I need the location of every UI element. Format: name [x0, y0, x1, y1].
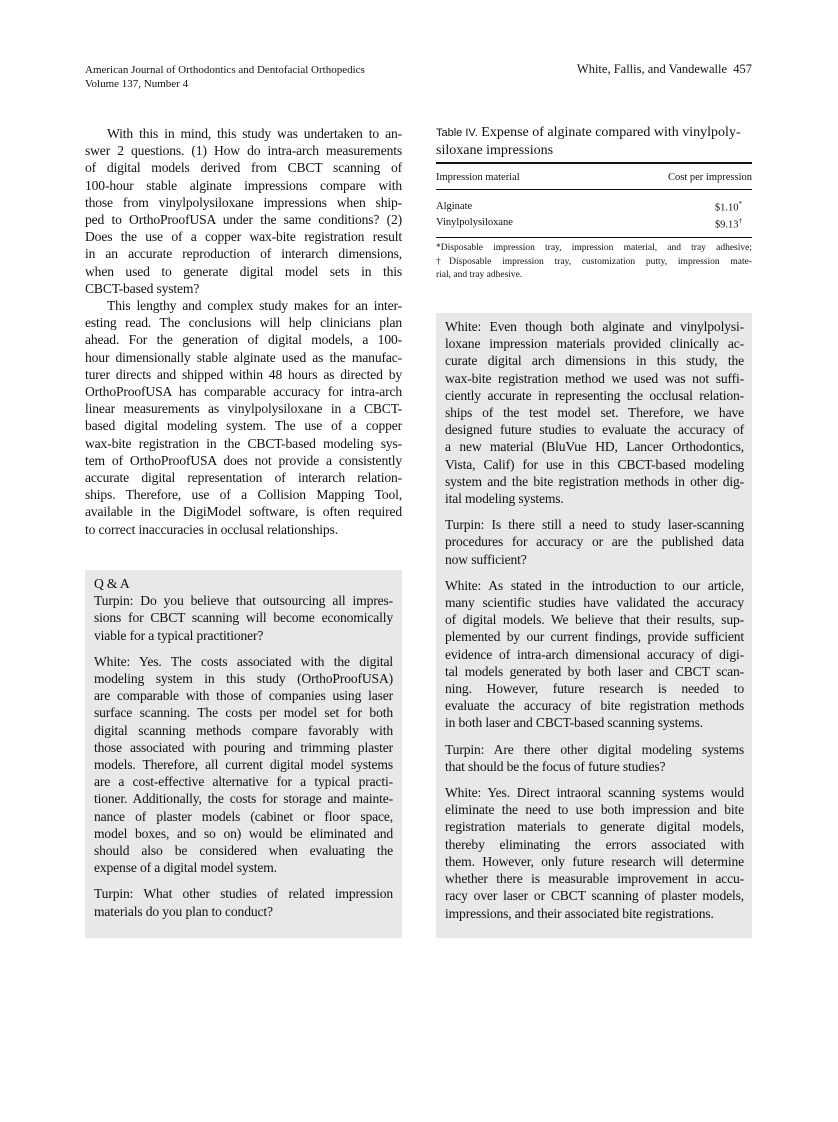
text-line: thereby eliminating the errors associated with [445, 836, 744, 852]
text-line: materials do you plan to conduct? [94, 903, 273, 919]
text-line: esting read. The conclusions will help clinicians plan [85, 315, 402, 331]
text-line: 100-hour stable alginate impressions compare with [85, 177, 402, 193]
text-line: Turpin: Is there still a need to study laser-scanning [445, 517, 744, 533]
authors-page-number: White, Fallis, and Vandewalle 457 [576, 62, 752, 76]
text-line: modeling system in this study (OrthoProofUSA) [94, 671, 393, 687]
table-row: Vinylpolysiloxane $9.13† [436, 216, 742, 230]
text-line: evaluate the accuracy of bite registration methods [445, 698, 744, 714]
table-row: Alginate $1.10* [436, 190, 752, 215]
footnote: †Disposable impression tray, customization putty, impression mate- [436, 256, 752, 267]
text-line: Vista, Calif) for use in this CBCT-based modeling [445, 456, 744, 472]
text-line: hour dimensionally stable alginate used as the manufac- [85, 349, 402, 365]
text-line: nance of plaster models (cabinet or floor space, [94, 808, 393, 824]
text-line: that should be the focus of future studies? [445, 758, 666, 774]
table-label: Table IV. [436, 127, 478, 139]
qa-box-left [85, 570, 402, 938]
text-line: eliminate the need to use both impression and bite [445, 802, 744, 818]
text-line: models. Therefore, all current digital model systems [94, 757, 393, 773]
text-line: are comparable with those of companies using laser [94, 688, 393, 704]
text-line: impressions, and their associated bite registrations. [445, 905, 714, 921]
text-line: surface scanning. The costs per model set for both [94, 705, 393, 721]
text-line: evidence of intra-arch dimensional accuracy of digi- [445, 646, 744, 662]
text-line: With this in mind, this study was undertaken to an- [107, 126, 402, 141]
text-line: of digital models. We believe that their results, sup- [445, 612, 744, 628]
qa-answer [94, 653, 393, 877]
text-line: registration materials to generate digital models, [445, 819, 744, 835]
text-line: those associated with pouring and trimming plaster [94, 739, 393, 755]
text-line: Turpin: What other studies of related impression [94, 886, 393, 902]
text-line: ital modeling systems. [445, 491, 564, 507]
cost-table [436, 162, 752, 238]
footnote: *Disposable impression tray, impression material, and tray adhesive; [436, 243, 752, 253]
journal-name: American Journal of Orthodontics and Dentofacial Orthopedics [85, 64, 365, 76]
text-line: available in the DigiModel software, is often required [85, 504, 402, 520]
text-line: are a cost-effective alternative for a typical practi- [94, 774, 393, 790]
qa-answer [445, 784, 744, 922]
text-line: ahead. For the generation of digital models, a 100- [85, 332, 402, 348]
text-line: White: Yes. The costs associated with the digital [94, 653, 393, 669]
text-line: should also be considered when evaluating the [94, 843, 393, 859]
text-line: turer directs and shipped within 48 hours as directed by [85, 366, 402, 382]
text-line: designed future studies to evaluate the accuracy of [445, 422, 744, 438]
text-line: a new material (BluVue HD, Lancer Orthodontics, [445, 439, 744, 455]
text-line: wax-bite registration method we used was not suffi- [445, 370, 744, 386]
text-line: linear measurements as vinylpolysiloxane in a CBCT- [85, 401, 402, 417]
text-line: White: Even though both alginate and vinylpolysi- [445, 319, 744, 334]
text-line: ciently accurate in representing the occlusal relation- [445, 387, 744, 403]
column-header: Cost per impression [668, 172, 752, 183]
text-line: system and the bite registration methods in other dig- [445, 473, 744, 489]
text-line: in an accurate reproduction of interarch dimensions, [85, 246, 402, 262]
table-header-row [436, 163, 752, 190]
text-line: plemented by our current findings, provide sufficient [445, 629, 744, 645]
qa-question [445, 741, 744, 775]
qa-question [94, 592, 393, 644]
footnote: rial, and tray adhesive. [436, 270, 523, 280]
text-line: OrthoProofUSA has comparable accuracy for intra-arch [85, 384, 402, 400]
text-line: White: Yes. Direct intraoral scanning systems would [445, 785, 744, 801]
table-footnotes [436, 242, 752, 283]
column-header: Impression material [436, 172, 520, 183]
qa-question [445, 516, 744, 568]
text-line: wax-bite registration in the CBCT-based modeling sys- [85, 435, 402, 451]
text-line: whether there is measurable improvement in accu- [445, 871, 744, 887]
qa-heading: Q & A [94, 576, 130, 591]
text-line: digital scanning methods compare favorably with [94, 722, 393, 738]
text-line: procedures for accuracy or are the published data [445, 534, 744, 550]
text-line: tal models generated by both laser and CBCT scan- [445, 663, 744, 679]
text-line: loxane impression materials provided clinically ac- [445, 336, 744, 352]
text-line: based digital modeling system. The use of a copper [85, 418, 402, 434]
text-line: tioner. Additionally, the costs for storage and mainte- [94, 791, 393, 807]
qa-answer [445, 577, 744, 732]
text-line: model boxes, and so on) would be eliminated and [94, 825, 393, 841]
text-line: Turpin: Do you believe that outsourcing all impres- [94, 593, 393, 609]
text-line: racy over laser or CBCT scanning of plaster models, [445, 888, 744, 904]
text-line: ships of the test model set. Therefore, we have [445, 405, 744, 421]
text-line: Does the use of a copper wax-bite registration result [85, 229, 402, 245]
running-header-left [85, 63, 365, 91]
text-line: This lengthy and complex study makes for an inter- [107, 298, 402, 314]
table-title: Table IV. Expense of alginate compared with vinylpoly- siloxane impressions [436, 125, 741, 158]
qa-question [94, 885, 393, 919]
text-line: accurate digital representation of interarch relation- [85, 470, 402, 486]
text-line: sions for CBCT scanning will become economically [94, 610, 393, 626]
table-iv [436, 124, 752, 283]
text-line: ped to OrthoProofUSA under the same conditions? (2) [85, 212, 402, 228]
text-line: expense of a digital model system. [94, 860, 277, 876]
text-line: swer 2 questions. (1) How do intra-arch measurements [85, 143, 402, 159]
text-line: CBCT-based system? [85, 280, 200, 296]
text-line: many scientific studies have validated the accuracy [445, 595, 744, 611]
body-paragraph [85, 297, 402, 538]
text-line: viable for a typical practitioner? [94, 627, 264, 643]
text-line: tem of OrthoProofUSA does not provide a consistently [85, 452, 402, 468]
text-line: ning. However, future research is needed to [445, 681, 744, 697]
journal-volume: Volume 137, Number 4 [85, 78, 189, 90]
left-column-body [85, 125, 402, 538]
text-line: them. However, only future research will determine [445, 853, 744, 869]
text-line: those from vinylpolysiloxane impressions when ship- [85, 194, 402, 210]
text-line: when used to generate digital model sets in this [85, 263, 402, 279]
qa-answer [445, 318, 744, 507]
body-paragraph [85, 125, 402, 297]
text-line: to correct inaccuracies in occlusal relationships. [85, 521, 338, 537]
text-line: ships. Therefore, use of a Collision Mapping Tool, [85, 487, 402, 503]
text-line: White: As stated in the introduction to our article, [445, 577, 744, 593]
text-line: curate digital arch dimensions in this study, the [445, 353, 744, 369]
text-line: Turpin: Are there other digital modeling systems [445, 741, 744, 757]
qa-box-right [436, 313, 752, 938]
text-line: of digital models derived from CBCT scanning of [85, 160, 402, 176]
text-line: in both laser and CBCT-based scanning systems. [445, 715, 704, 731]
text-line: now sufficient? [445, 551, 527, 567]
